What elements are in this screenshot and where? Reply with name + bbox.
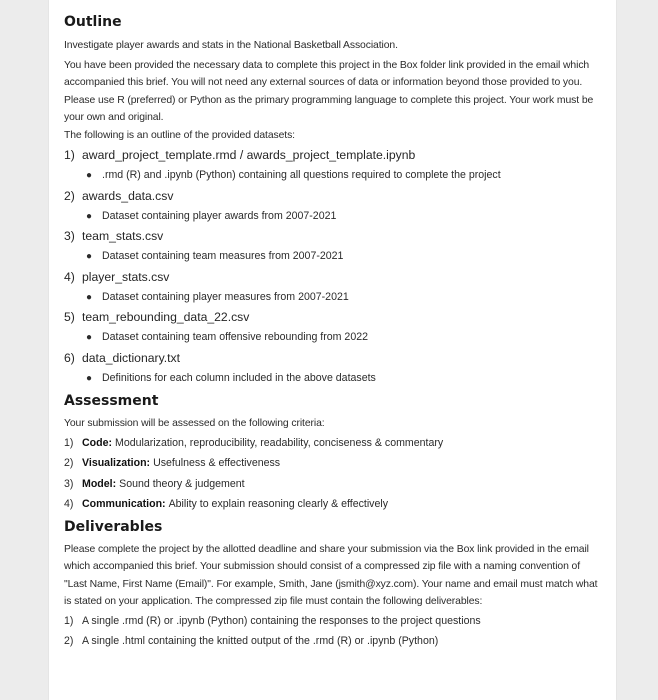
item-description: Dataset containing player awards from 2007-2021: [102, 209, 337, 222]
item-number: 1): [64, 148, 75, 162]
deliverable-text: A single .html containing the knitted output of the .rmd (R) or .ipynb (Python): [82, 634, 439, 647]
item-number: 2): [64, 634, 74, 647]
deliverable-item: [64, 631, 599, 651]
outline-paragraph: You have been provided the necessary data to complete this project in the Box folder link provided in the email which accompanied this brief. You will not need any external sources of data or information beyond those provided to you. Please use R (preferred) or Python as the primary programming language to complete this project. Your work must be your own and original.: [64, 59, 594, 123]
item-number: 2): [64, 188, 75, 203]
item-filename: team_stats.csv: [82, 229, 164, 243]
assessment-heading: Assessment: [64, 393, 159, 409]
item-filename: award_project_template.rmd / awards_project_template.ipynb: [82, 148, 416, 162]
criteria-label: Visualization:: [82, 457, 151, 469]
deliverables-heading: Deliverables: [64, 518, 163, 535]
item-description: .rmd (R) and .ipynb (Python) containing all questions required to complete the project: [102, 169, 501, 181]
list-item: [64, 186, 599, 207]
list-item: [64, 267, 599, 288]
item-number: 1): [64, 436, 74, 449]
list-item-bullet: [64, 369, 599, 389]
list-item: [64, 348, 599, 369]
item-filename: team_rebounding_data_22.csv: [82, 310, 250, 324]
criteria-label: Communication:: [82, 498, 166, 510]
assessment-lead: Your submission will be assessed on the following criteria:: [64, 418, 325, 429]
item-filename: data_dictionary.txt: [82, 350, 181, 365]
item-number: 1): [64, 614, 74, 627]
item-filename: player_stats.csv: [82, 269, 170, 284]
item-number: 6): [64, 350, 75, 365]
criteria-list: [64, 433, 599, 515]
item-description: Dataset containing player measures from 2007-2021: [102, 290, 349, 303]
list-item: [64, 226, 599, 247]
item-description: Dataset containing team measures from 2007-2021: [102, 250, 344, 262]
item-number: 2): [64, 457, 74, 469]
criteria-item: [64, 494, 599, 515]
outline-lead: The following is an outline of the provided datasets:: [64, 129, 295, 141]
criteria-text: Ability to explain reasoning clearly & effectively: [168, 498, 389, 510]
document-content: [64, 12, 599, 651]
bullet-icon: ●: [86, 251, 93, 262]
criteria-text: Usefulness & effectiveness: [153, 457, 281, 469]
bullet-icon: ●: [86, 170, 93, 181]
criteria-text: Modularization, reproducibility, readability, conciseness & commentary: [115, 436, 444, 449]
bullet-icon: ●: [86, 372, 93, 384]
criteria-item: [64, 433, 599, 454]
list-item-bullet: [64, 328, 599, 348]
outline-heading: Outline: [64, 14, 122, 30]
criteria-item: [64, 453, 599, 474]
list-item: [64, 307, 599, 328]
item-description: Dataset containing team offensive rebounding from 2022: [102, 331, 368, 343]
list-item-bullet: [64, 166, 599, 186]
item-number: 3): [64, 477, 74, 490]
list-item-bullet: [64, 207, 599, 227]
criteria-label: Model:: [82, 477, 117, 490]
list-item: [64, 145, 599, 166]
document-page: [49, 0, 616, 700]
item-description: Definitions for each column included in the above datasets: [102, 371, 376, 384]
bullet-icon: ●: [86, 332, 93, 343]
criteria-item: [64, 474, 599, 495]
item-number: 4): [64, 498, 74, 510]
item-filename: awards_data.csv: [82, 188, 174, 203]
list-item-bullet: [64, 288, 599, 308]
item-number: 4): [64, 269, 75, 284]
item-number: 5): [64, 310, 75, 324]
item-number: 3): [64, 229, 75, 243]
bullet-icon: ●: [86, 210, 93, 222]
deliverable-item: [64, 611, 599, 631]
outline-intro: Investigate player awards and stats in the National Basketball Association.: [64, 40, 398, 51]
bullet-icon: ●: [86, 291, 93, 303]
deliverables-list: [64, 611, 599, 651]
dataset-list: [64, 145, 599, 388]
criteria-text: Sound theory & judgement: [119, 477, 245, 490]
list-item-bullet: [64, 247, 599, 267]
deliverable-text: A single .rmd (R) or .ipynb (Python) containing the responses to the project questions: [82, 614, 481, 627]
deliverables-paragraph: Please complete the project by the allotted deadline and share your submission via the Box link provided in the email which accompanied this brief. Your submission should consist of a compressed zip file with a naming convention of "Last Name, First Name (Email)". For example, Smith, Jane (jsmith@xyz.com). Your name and email must match what is stated on your application. The compressed zip file must contain the following deliverables:: [64, 543, 598, 607]
criteria-label: Code:: [82, 436, 113, 449]
